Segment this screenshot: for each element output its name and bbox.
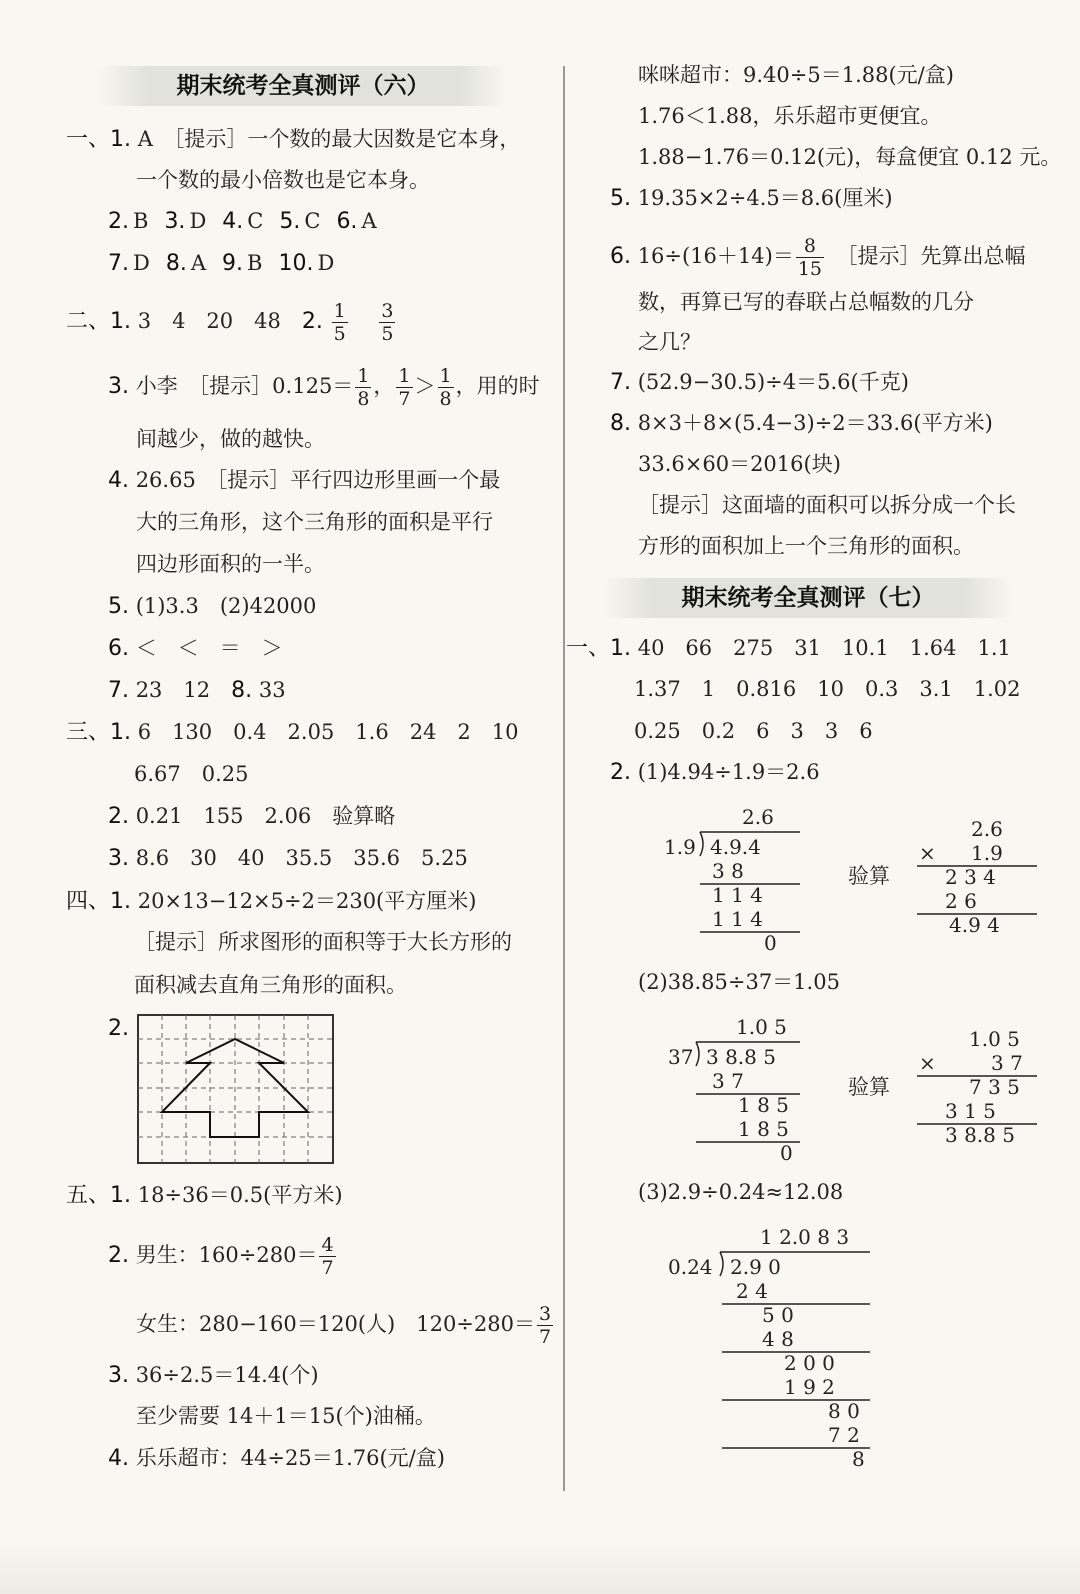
answer-line: 4. 乐乐超市：44÷25＝1.76(元/盒)	[108, 1446, 445, 1471]
question-number: 7.	[108, 251, 129, 276]
question-number: 6.	[336, 209, 358, 234]
divisor: 1.9	[664, 835, 696, 859]
fraction: $\frac{1}{7}$	[398, 365, 411, 410]
choice-letter: A	[361, 209, 377, 233]
partial-product: 2 3 4	[945, 865, 996, 889]
answer-line: 3. 小李 ［提示］0.125＝ $\frac{1}{8}$ ， $\frac{1}{7}$ ＞ $\frac{1}{8}$ ，用的时	[108, 365, 540, 410]
answer-line: 一、1. A ［提示］一个数的最大因数是它本身，	[66, 127, 521, 152]
choice-letter: A	[190, 251, 207, 275]
choice-answer	[108, 209, 148, 233]
answer-line: 面积减去直角三角形的面积。	[134, 973, 407, 997]
choice-letter: C	[247, 209, 264, 233]
step: 2 4	[736, 1279, 768, 1303]
step: 7 2	[828, 1423, 860, 1447]
answer-line: 2.	[108, 1016, 129, 1041]
dividend: 4.9.4	[710, 835, 761, 859]
choice-letter: D	[133, 251, 150, 275]
choice-letter: D	[317, 251, 335, 275]
choice-letter: B	[247, 251, 263, 275]
fraction: $\frac{1}{5}$	[333, 300, 346, 345]
divisor: 37	[668, 1045, 694, 1069]
step: 0	[780, 1141, 793, 1165]
answer-line: 7. 23 12 8. 33	[108, 678, 286, 703]
quotient: 2.6	[742, 805, 774, 829]
step: 8	[852, 1447, 865, 1471]
grid-figure	[137, 1014, 335, 1166]
page-bottom-shadow	[0, 1538, 1080, 1594]
step: 0	[764, 931, 777, 955]
quotient: 1 2.0 8 3	[760, 1225, 850, 1249]
product: 4.9 4	[949, 913, 1000, 937]
step: 1 1 4	[712, 883, 763, 907]
step: 3 7	[712, 1069, 744, 1093]
answer-line: (2)38.85÷37＝1.05	[638, 970, 840, 994]
fraction: $\frac{3}{7}$	[539, 1303, 552, 1348]
long-division-3	[664, 1220, 884, 1480]
answer-line: 女生：280−160＝120(人) 120÷280＝ $\frac{3}{7}$	[136, 1303, 552, 1348]
answer-line: 1.88−1.76＝0.12(元)，每盒便宜 0.12 元。	[638, 145, 1062, 169]
factor: 1.0 5	[969, 1027, 1020, 1051]
choice-letter: D	[189, 209, 207, 233]
step: 5 0	[762, 1303, 794, 1327]
dividend: 3 8.8 5	[706, 1045, 776, 1069]
answer-line-choices	[108, 206, 393, 237]
answer-line: 数，再算已写的春联占总幅数的几分	[638, 290, 974, 314]
check-label: 验算	[848, 864, 890, 888]
question-number: 5.	[279, 209, 301, 234]
step: 1 8 5	[738, 1093, 789, 1117]
answer-line: 6.67 0.25	[134, 762, 249, 786]
answer-line: 一、1. 40 66 275 31 10.1 1.64 1.1	[566, 636, 1011, 661]
answer-line: 33.6×60＝2016(块)	[638, 452, 841, 476]
fraction: $\frac{8}{15}$	[797, 235, 823, 280]
answer-line: ［提示］所求图形的面积等于大长方形的	[134, 930, 512, 954]
answer-line: 咪咪超市：9.40÷5＝1.88(元/盒)	[638, 63, 954, 87]
question-number: 8.	[165, 251, 187, 276]
answer-line: ［提示］这面墙的面积可以拆分成一个长	[638, 493, 1016, 517]
answer-line: 至少需要 14＋1＝15(个)油桶。	[136, 1404, 436, 1428]
fraction: $\frac{1}{8}$	[357, 365, 370, 410]
question-number: 2.	[108, 209, 129, 234]
answer-line: 之几？	[638, 330, 701, 354]
factor: 1.9	[971, 841, 1003, 865]
step: 1 9 2	[784, 1375, 835, 1399]
answer-line-choices	[108, 248, 350, 279]
answer-line: 3. 8.6 30 40 35.5 35.6 5.25	[108, 846, 468, 871]
answer-line: 2. 0.21 155 2.06 验算略	[108, 804, 396, 829]
answer-line: 6. ＜ ＜ ＝ ＞	[108, 636, 283, 661]
choice-answer	[108, 251, 150, 275]
answer-line: 三、1. 6 130 0.4 2.05 1.6 24 2 10	[66, 720, 519, 745]
fraction: $\frac{4}{7}$	[321, 1234, 334, 1279]
question-number: 3.	[164, 209, 186, 234]
answer-line: 间越少，做的越快。	[136, 427, 325, 451]
product: 3 8.8 5	[945, 1123, 1015, 1147]
question-number: 10.	[278, 251, 314, 276]
step: 8 0	[828, 1399, 860, 1423]
step: 3 8	[712, 859, 744, 883]
partial-product: 3 1 5	[945, 1099, 996, 1123]
answer-line: 5. (1)3.3 (2)42000	[108, 594, 317, 619]
answer-line: 0.25 0.2 6 3 3 6	[634, 719, 873, 743]
answer-line: 五、1. 18÷36＝0.5(平方米)	[66, 1183, 343, 1208]
answer-line: 1.37 1 0.816 10 0.3 3.1 1.02	[634, 677, 1021, 701]
answer-line: 四、1. 20×13−12×5÷2＝230(平方厘米)	[66, 889, 477, 914]
answer-line: 3. 36÷2.5＝14.4(个)	[108, 1363, 319, 1388]
check-multiplication-1	[915, 812, 1040, 942]
section-title-7: 期末统考全真测评（七）	[603, 578, 1013, 618]
step: 1 1 4	[712, 907, 763, 931]
answer-line: 5. 19.35×2÷4.5＝8.6(厘米)	[610, 186, 893, 211]
choice-answer	[336, 209, 376, 233]
times-sign: ×	[919, 841, 936, 865]
answer-line: 二、1. 3 4 20 48 2. $\frac{1}{5}$ $\frac{3}{5}$	[66, 300, 394, 345]
choice-answer	[166, 251, 206, 275]
long-division-1	[660, 800, 810, 960]
factor: 2.6	[971, 817, 1003, 841]
times-sign: ×	[919, 1051, 936, 1075]
answer-line: 2. (1)4.94÷1.9＝2.6	[610, 760, 820, 785]
factor: 3 7	[991, 1051, 1023, 1075]
choice-answer	[164, 209, 206, 233]
choice-letter: B	[133, 209, 149, 233]
choice-answer	[278, 251, 334, 275]
column-divider	[563, 66, 565, 1491]
answer-line: 4. 26.65 ［提示］平行四边形里画一个最	[108, 468, 501, 493]
choice-answer	[222, 251, 262, 275]
answer-line: 一个数的最小倍数也是它本身。	[136, 168, 430, 192]
step: 4 8	[762, 1327, 794, 1351]
answer-line: 2. 男生：160÷280＝ $\frac{4}{7}$	[108, 1234, 334, 1279]
question-number: 4.	[222, 209, 244, 234]
choice-answer	[222, 209, 263, 233]
dividend: 2.9 0	[730, 1255, 781, 1279]
check-multiplication-2	[915, 1022, 1040, 1152]
choice-answer	[279, 209, 320, 233]
long-division-2	[660, 1010, 810, 1170]
partial-product: 7 3 5	[969, 1075, 1020, 1099]
choice-letter: C	[304, 209, 321, 233]
section-title-6: 期末统考全真测评（六）	[98, 66, 508, 106]
step: 2 0 0	[784, 1351, 835, 1375]
answer-line: 大的三角形，这个三角形的面积是平行	[136, 510, 493, 534]
answer-line: 方形的面积加上一个三角形的面积。	[638, 534, 974, 558]
answer-line: (3)2.9÷0.24≈12.08	[638, 1180, 844, 1204]
divisor: 0.24	[668, 1255, 713, 1279]
answer-line: 6. 16÷(16＋14)＝ $\frac{8}{15}$ ［提示］先算出总幅	[610, 235, 1026, 280]
fraction: $\frac{1}{8}$	[439, 365, 452, 410]
quotient: 1.0 5	[736, 1015, 787, 1039]
answer-line: 四边形面积的一半。	[136, 552, 325, 576]
step: 1 8 5	[738, 1117, 789, 1141]
fraction: $\frac{3}{5}$	[381, 300, 394, 345]
partial-product: 2 6	[945, 889, 977, 913]
answer-line: 1.76＜1.88，乐乐超市更便宜。	[638, 104, 942, 128]
answer-line: 7. (52.9−30.5)÷4＝5.6(千克)	[610, 370, 909, 395]
question-number: 9.	[222, 251, 244, 276]
answer-line: 8. 8×3＋8×(5.4−3)÷2＝33.6(平方米)	[610, 411, 993, 436]
check-label: 验算	[848, 1075, 890, 1099]
